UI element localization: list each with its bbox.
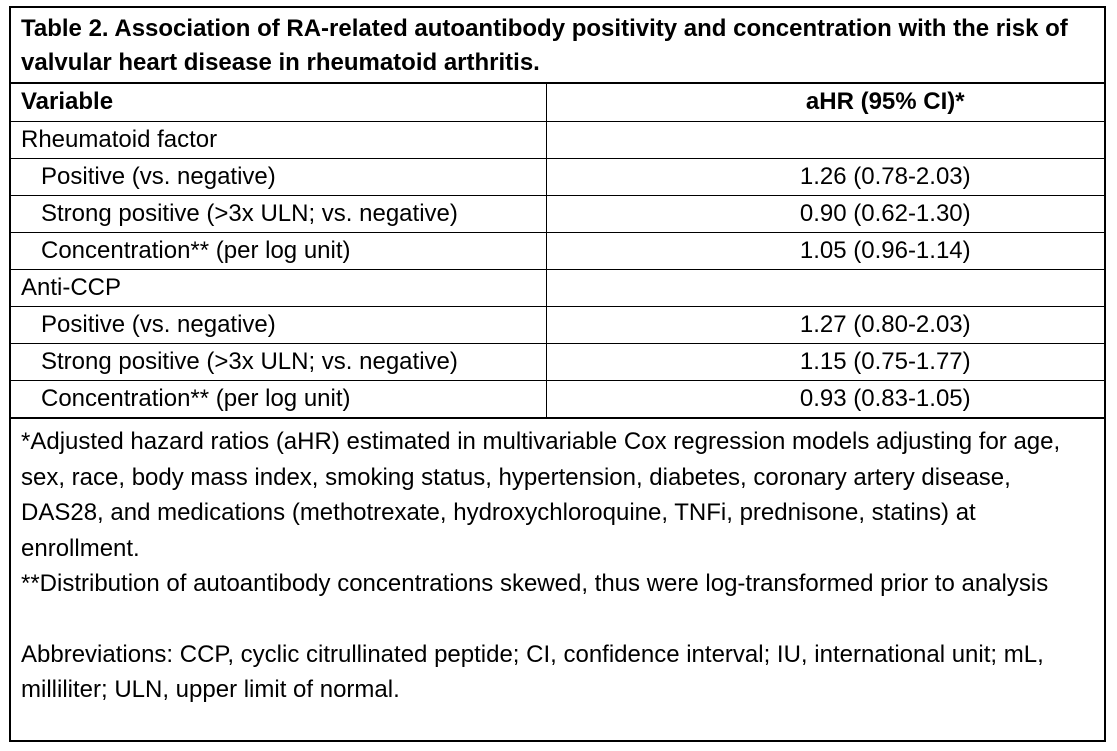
table-row bbox=[11, 306, 1104, 343]
table-row bbox=[11, 269, 1104, 306]
abbreviations-note: Abbreviations: CCP, cyclic citrullinated peptide; CI, confidence interval; IU, international unit; mL, milliliter; ULN, upper limit of normal. bbox=[21, 640, 1044, 703]
row-label: Positive (vs. negative) bbox=[11, 158, 546, 195]
row-label: Positive (vs. negative) bbox=[11, 306, 546, 343]
group-label: Rheumatoid factor bbox=[11, 121, 546, 158]
row-label: Concentration** (per log unit) bbox=[11, 232, 546, 269]
table-row bbox=[11, 380, 1104, 418]
results-table bbox=[11, 84, 1104, 419]
table-frame bbox=[9, 6, 1106, 742]
table-row bbox=[11, 121, 1104, 158]
table-title: Table 2. Association of RA-related autoantibody positivity and concentration with the risk of valvular heart disease in rheumatoid arthritis. bbox=[11, 8, 1104, 84]
row-label: Concentration** (per log unit) bbox=[11, 380, 546, 418]
table-row bbox=[11, 343, 1104, 380]
footnote-distribution: **Distribution of autoantibody concentrations skewed, thus were log-transformed prior to analysis bbox=[21, 570, 1049, 597]
row-value: 0.93 (0.83-1.05) bbox=[546, 380, 1104, 418]
row-value: 1.26 (0.78-2.03) bbox=[546, 158, 1104, 195]
table-notes bbox=[11, 416, 1104, 708]
row-value: 1.27 (0.80-2.03) bbox=[546, 306, 1104, 343]
row-value bbox=[546, 121, 1104, 158]
row-value bbox=[546, 269, 1104, 306]
row-label: Strong positive (>3x ULN; vs. negative) bbox=[11, 343, 546, 380]
header-ahr: aHR (95% CI)* bbox=[805, 88, 965, 116]
row-value: 1.15 (0.75-1.77) bbox=[546, 343, 1104, 380]
row-label: Strong positive (>3x ULN; vs. negative) bbox=[11, 195, 546, 232]
table-row bbox=[11, 158, 1104, 195]
footnote-adjusted: *Adjusted hazard ratios (aHR) estimated in multivariable Cox regression models adjusting for age, sex, race, body mass index, smoking status, hypertension, diabetes, coronary artery disease, DAS28, and medications (methotrexate, hydroxychloroquine, TNFi, prednisone, statins) at enrollment. bbox=[21, 428, 1061, 562]
table-header-row bbox=[11, 84, 1104, 121]
row-value: 1.05 (0.96-1.14) bbox=[546, 232, 1104, 269]
row-value: 0.90 (0.62-1.30) bbox=[546, 195, 1104, 232]
group-label: Anti-CCP bbox=[11, 269, 546, 306]
notes-spacer bbox=[21, 602, 1094, 637]
table-row bbox=[11, 232, 1104, 269]
table-row bbox=[11, 195, 1104, 232]
header-variable: Variable bbox=[11, 84, 546, 121]
